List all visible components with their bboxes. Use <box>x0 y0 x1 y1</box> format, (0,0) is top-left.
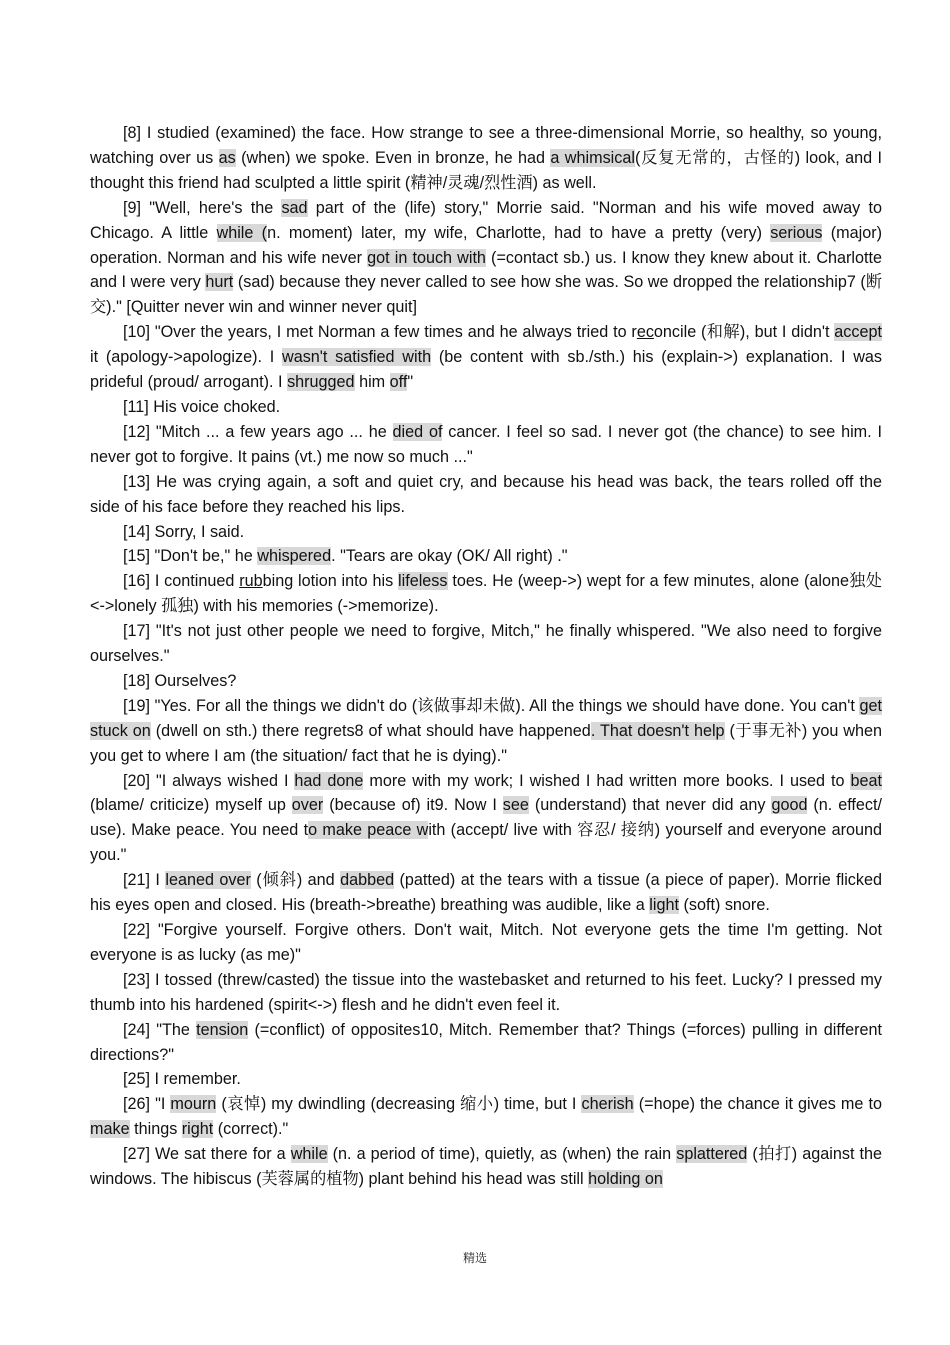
highlighted-phrase: splattered <box>676 1145 748 1164</box>
paragraph <box>90 569 882 619</box>
text-run: [15] "Don't be," he <box>123 547 258 566</box>
highlighted-phrase: right <box>181 1120 214 1139</box>
paragraph <box>90 619 882 669</box>
highlighted-phrase: lifeless <box>398 572 448 591</box>
text-run: [27] We sat there for a <box>123 1145 291 1164</box>
text-run: [10] "Over the years, I met Norman a few times and he always tried to r <box>123 323 637 342</box>
highlighted-phrase: sad <box>281 198 308 217</box>
highlighted-phrase: while ( <box>216 223 268 242</box>
highlighted-phrase: see <box>502 796 529 815</box>
paragraph <box>90 196 882 321</box>
text-run: n. moment) later, my wife, Charlotte, had to have a pretty (very) <box>267 223 771 242</box>
highlighted-phrase: over <box>291 796 324 815</box>
text-run: (soft) snore. <box>678 896 770 915</box>
body-text <box>90 121 882 1192</box>
text-run: (blame/ criticize) myself up <box>90 796 292 815</box>
underlined-text: ec <box>636 323 654 342</box>
paragraph <box>90 1018 882 1068</box>
highlighted-phrase: as <box>218 148 236 167</box>
text-run: (understand) that never did any <box>528 796 772 815</box>
highlighted-phrase: light <box>649 896 679 915</box>
text-run: (n. effect/ use). Make peace. You need t <box>90 796 882 840</box>
text-run: bing lotion into his <box>262 572 399 591</box>
text-run: more with my work; I wished I had written more books. I used to <box>363 771 851 790</box>
text-run: (be content with sb./sth.) his (explain->) explanation. I was prideful (proud/ arrogant). I <box>90 348 883 392</box>
text-run: (反复无常的，古怪的) look, and I thought this friend had sculpted a little spirit (精神/灵魂/烈性酒) as well. <box>90 148 882 192</box>
text-run: toes. He (weep->) wept for a few minutes, alone (alone独处<->lonely 孤独) with his memories (->memorize). <box>90 572 882 616</box>
text-run: [14] Sorry, I said. <box>123 522 245 541</box>
highlighted-phrase: shrugged <box>287 373 355 392</box>
paragraph <box>90 1067 882 1092</box>
highlighted-phrase: get stuck on <box>90 696 882 740</box>
paragraph <box>90 694 882 769</box>
highlighted-phrase: beat <box>850 771 882 790</box>
text-run: [13] He was crying again, a soft and quiet cry, and because his head was back, the tears rolled off the side of his face before they reached his lips. <box>90 472 882 516</box>
highlighted-phrase: cherish <box>581 1095 634 1114</box>
text-run: (major) operation. Norman and his wife never <box>90 223 882 267</box>
text-run: (倾斜) and <box>250 871 341 890</box>
highlighted-phrase: got in touch with <box>367 248 486 267</box>
text-run: (=hope) the chance it gives me to <box>633 1095 882 1114</box>
highlighted-phrase: dabbed <box>340 871 395 890</box>
text-run: [19] "Yes. For all the things we didn't do (该做事却未做). All the things we should have done. You can't <box>123 696 860 715</box>
text-run: [18] Ourselves? <box>123 671 237 690</box>
text-run: (哀悼) my dwindling (decreasing 缩小) time, but I <box>216 1095 582 1114</box>
text-run: [26] "I <box>123 1095 171 1114</box>
paragraph <box>90 968 882 1018</box>
text-run: [8] I studied (examined) the face. How strange to see a three-dimensional Morrie, so healthy, so young, watching over us <box>90 124 882 167</box>
text-run: it (apology->apologize). I <box>90 348 283 367</box>
text-run: (sad) because they never called to see how she was. So we dropped the relationship7 (断交)." [Quitter never win and winner never quit] <box>90 273 883 317</box>
paragraph <box>90 520 882 545</box>
text-run: [21] I <box>123 871 166 890</box>
text-run: (because of) it9. Now I <box>323 796 503 815</box>
highlighted-phrase: died of <box>392 422 443 441</box>
text-run: [16] I continued <box>123 572 240 591</box>
highlighted-phrase: off <box>389 373 408 392</box>
paragraph <box>90 868 882 918</box>
text-run: things <box>129 1120 182 1139</box>
paragraph <box>90 1142 882 1192</box>
text-run: [17] "It's not just other people we need to forgive, Mitch," he finally whispered. "We also need to forgive ourselves." <box>90 622 882 666</box>
paragraph <box>90 769 882 869</box>
paragraph <box>90 470 882 520</box>
highlighted-phrase: whispered <box>257 547 332 566</box>
text-run: [24] "The <box>123 1020 197 1039</box>
page-footer: 精选 <box>462 1251 487 1265</box>
text-run: him <box>354 373 390 392</box>
highlighted-phrase: hurt <box>205 273 234 292</box>
highlighted-phrase: good <box>771 796 808 815</box>
text-run: . "Tears are okay (OK/ All right) ." <box>331 547 568 566</box>
highlighted-phrase: had done <box>294 771 364 790</box>
text-run: [12] "Mitch ... a few years ago ... he <box>123 422 393 441</box>
highlighted-phrase: accept <box>834 323 882 342</box>
text-run: " <box>407 373 414 392</box>
text-run: (when) we spoke. Even in bronze, he had <box>235 148 551 167</box>
text-run: (n. a period of time), quietly, as (when) the rain <box>327 1145 677 1164</box>
highlighted-phrase: leaned over <box>165 871 251 890</box>
highlighted-phrase: holding on <box>588 1170 663 1189</box>
highlighted-phrase: mourn <box>170 1095 217 1114</box>
text-run: [25] I remember. <box>123 1070 241 1089</box>
highlighted-phrase: make <box>90 1120 130 1139</box>
text-run: (于事无补) you when you get to where I am (the situation/ fact that he is dying)." <box>90 721 882 765</box>
highlighted-phrase: wasn't satisfied with <box>282 348 432 367</box>
text-run: (=contact sb.) us. I know they knew about it. Charlotte and I were very <box>90 248 883 292</box>
paragraph <box>90 121 882 196</box>
text-run: (拍打) against the windows. The hibiscus (芙蓉属的植物) plant behind his head was still <box>90 1145 883 1189</box>
text-run: [23] I tossed (threw/casted) the tissue into the wastebasket and returned to his feet. Lucky? I pressed my thumb into his hardened (spirit<->) flesh and he didn't even feel it. <box>90 970 882 1014</box>
paragraph <box>90 669 882 694</box>
highlighted-phrase: serious <box>770 223 823 242</box>
paragraph <box>90 395 882 420</box>
text-run: [11] His voice choked. <box>123 397 281 416</box>
paragraph <box>90 420 882 470</box>
paragraph <box>90 1092 882 1142</box>
text-run: (correct)." <box>213 1120 289 1139</box>
paragraph <box>90 320 882 395</box>
highlighted-phrase: . That doesn't help <box>590 721 725 740</box>
highlighted-phrase: a whimsical <box>550 148 635 167</box>
highlighted-phrase: tension <box>196 1020 249 1039</box>
highlighted-phrase: o make peace w <box>308 821 429 840</box>
highlighted-phrase: while <box>290 1145 328 1164</box>
paragraph <box>90 544 882 569</box>
paragraph <box>90 918 882 968</box>
text-run: (patted) at the tears with a tissue (a piece of paper). Morrie flicked his eyes open and closed. His (breath->breathe) breathing was audible, like a <box>90 871 883 915</box>
text-run: [9] "Well, here's the <box>123 198 282 217</box>
text-run: oncile (和解), but I didn't <box>653 323 835 342</box>
text-run: [20] "I always wished I <box>123 771 295 790</box>
underlined-text: rub <box>239 572 263 591</box>
text-run: (dwell on sth.) there regrets8 of what should have happened <box>150 721 591 740</box>
text-run: [22] "Forgive yourself. Forgive others. Don't wait, Mitch. Not everyone gets the time I'm getting. Not everyone is as lucky (as me)" <box>90 921 882 964</box>
text-run: part of the (life) story," Morrie said. "Norman and his wife moved away to Chicago. A little <box>90 198 882 242</box>
text-run: (=conflict) of opposites10, Mitch. Remember that? Things (=forces) pulling in different directions?" <box>90 1020 882 1064</box>
text-run: cancer. I feel so sad. I never got (the chance) to see him. I never got to forgive. It pains (vt.) me now so much ..." <box>90 422 882 466</box>
text-run: ith (accept/ live with 容忍/ 接纳) yourself and everyone around you." <box>90 821 882 865</box>
